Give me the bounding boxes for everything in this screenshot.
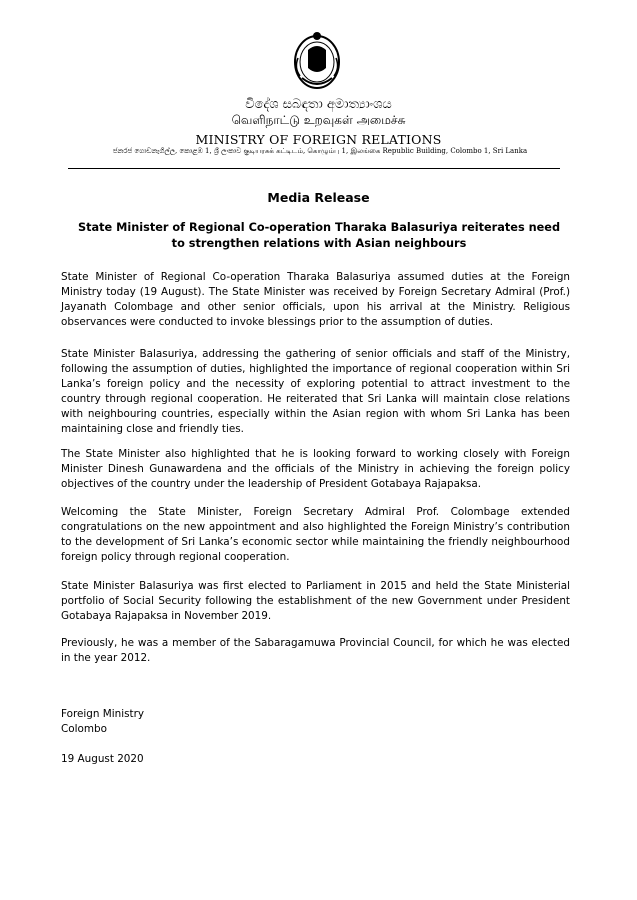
body-paragraph: State Minister Balasuriya, addressing the gathering of senior officials and staff of the Ministry, following the assumption of duties, highlighted the importance of regional cooperation within Sri Lanka’s foreign policy and the necessity of exploring potential to attract investment to the country through regional cooperation. He reiterated that Sri Lanka will maintain close relations with neighbouring countries, especially within the Asian region with whom Sri Lanka has been maintaining close and friendly ties. — [61, 348, 570, 435]
signoff-city: Colombo — [61, 723, 107, 735]
signoff-date: 19 August 2020 — [61, 753, 144, 765]
letterhead-tamil: வெளிநாட்டு உறவுகள் அமைச்சு — [231, 113, 406, 127]
document-type-title: Media Release — [267, 190, 370, 205]
body-paragraph: State Minister of Regional Co-operation Tharaka Balasuriya assumed duties at the Foreign Ministry today (19 August). The State Minister was received by Foreign Secretary Admiral (Prof.) Jayanath Colombage and other senior officials, upon his arrival at the Ministry. Religious observances were conducted to invoke blessings prior to the assumption of duties. — [61, 271, 570, 328]
letterhead-address: ජනරජ ගොඩනැගිල්ල, කොළඹ 1, ශ්‍රී ලංකාව குடியரசுக் கட்டிடம், கொழும்பு 1, இலங்கை Republic Building, Colombo 1, Sri Lanka — [112, 147, 528, 155]
body-paragraph: Previously, he was a member of the Sabaragamuwa Provincial Council, for which he was elected in the year 2012. — [61, 637, 570, 664]
headline: State Minister of Regional Co-operation Tharaka Balasuriya reiterates need to strengthen relations with Asian neighbours — [77, 221, 561, 250]
letterhead-english: MINISTRY OF FOREIGN RELATIONS — [195, 132, 442, 147]
letterhead-sinhala: විදේශ සබඳතා අමාත්‍යාංශය — [245, 97, 392, 112]
body-paragraph: Welcoming the State Minister, Foreign Secretary Admiral Prof. Colombage extended congratulations on the new appointment and also highlighted the Foreign Ministry’s contribution to the development of Sri Lanka’s economic sector while maintaining the friendly neighbourhood foreign policy through regional cooperation. — [61, 506, 570, 563]
body-paragraph: State Minister Balasuriya was first elected to Parliament in 2015 and held the State Ministerial portfolio of Social Security following the establishment of the new Government under President Gotabaya Rajapaksa in November 2019. — [61, 580, 570, 622]
header-divider — [68, 168, 560, 169]
body-paragraph: The State Minister also highlighted that he is looking forward to working closely with Foreign Minister Dinesh Gunawardena and the officials of the Ministry in achieving the foreign policy objectives of the country under the leadership of President Gotabaya Rajapaksa. — [61, 448, 570, 490]
state-emblem-icon — [290, 28, 344, 92]
signoff-organization: Foreign Ministry — [61, 708, 145, 720]
